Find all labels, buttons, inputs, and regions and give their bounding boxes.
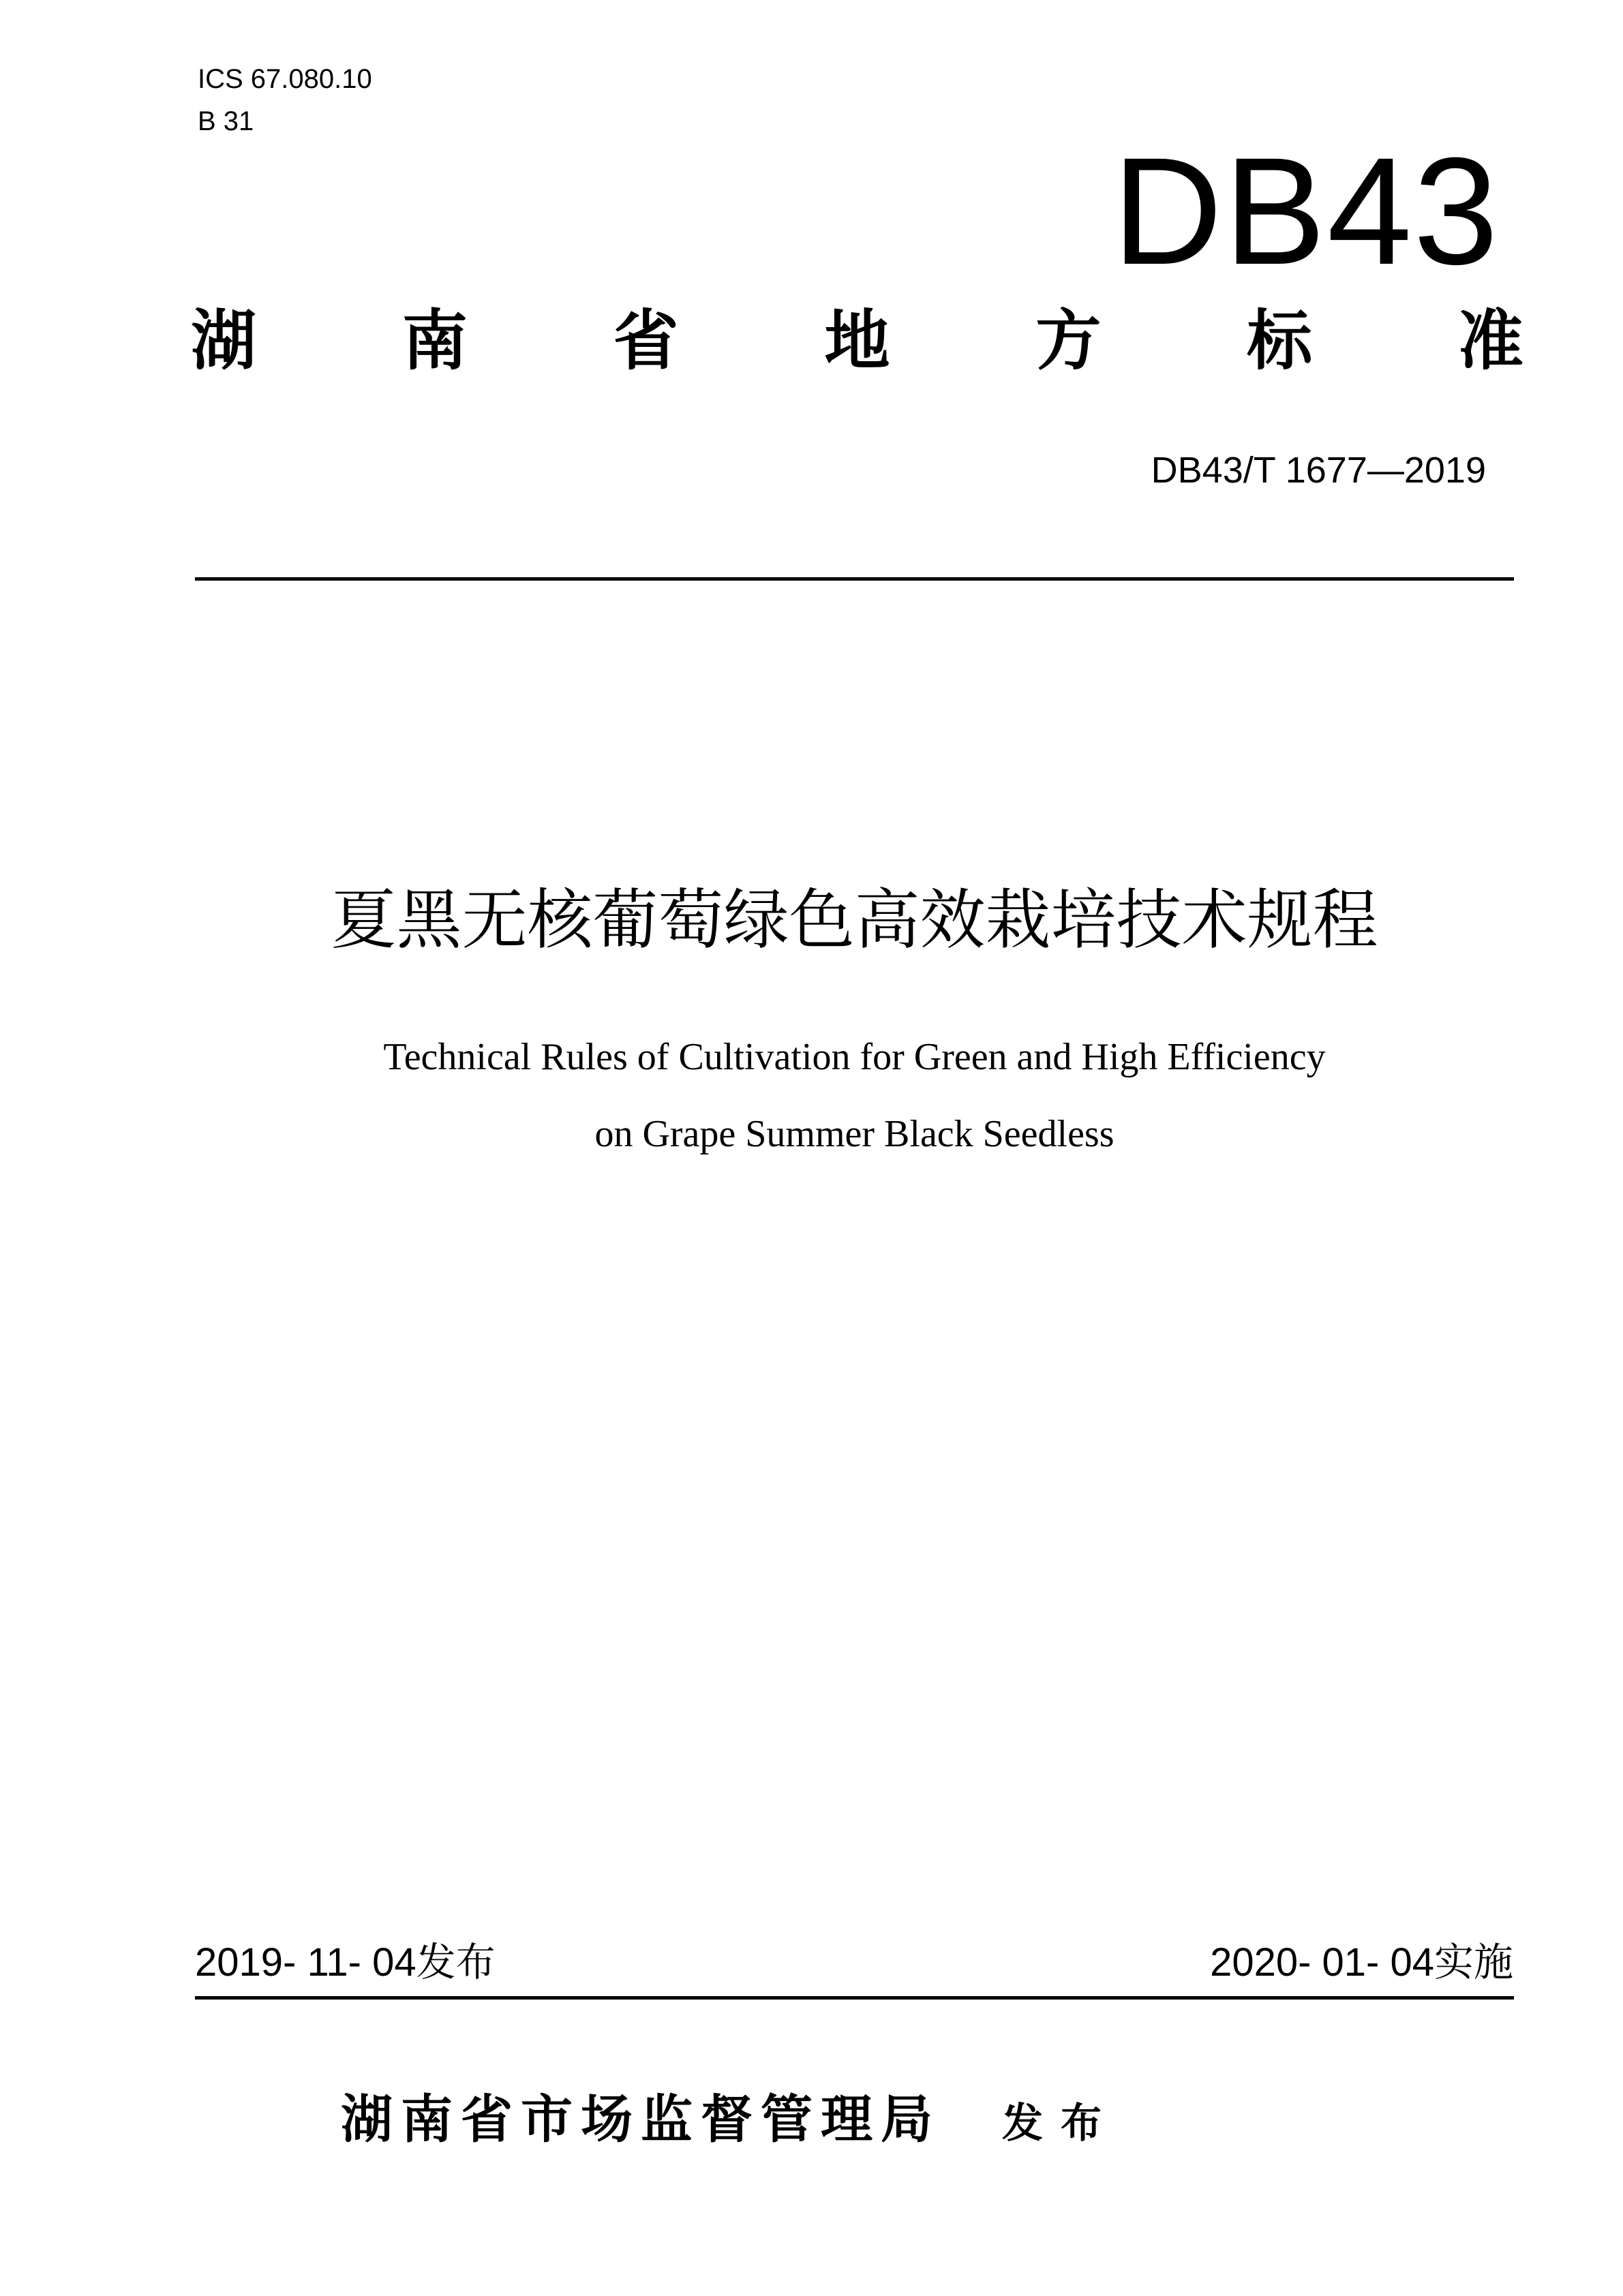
english-title-line-2: on Grape Summer Black Seedless (594, 1113, 1114, 1155)
publisher-name: 湖南省市场监督管理局 (341, 2089, 941, 2149)
standard-type-char: 标 (1247, 303, 1313, 379)
footer-divider (195, 1996, 1514, 2000)
header-divider (195, 577, 1514, 581)
standard-number: DB43/T 1677—2019 (1151, 450, 1486, 491)
standard-type-char: 南 (401, 303, 468, 379)
english-title-line-1: Technical Rules of Cultivation for Green and High Efficiency (383, 1036, 1326, 1078)
publisher-line (341, 2082, 1119, 2161)
db-mark: DB43 (1112, 126, 1500, 296)
standard-type-char: 方 (1035, 303, 1102, 379)
standard-type-char: 准 (1457, 303, 1523, 379)
document-title-english (195, 1019, 1514, 1173)
classification-code: B 31 (198, 106, 254, 136)
ics-code: ICS 67.080.10 (198, 64, 372, 94)
document-title-chinese: 夏黑无核葡萄绿色高效栽培技术规程 (331, 882, 1378, 958)
standard-type-char: 地 (824, 303, 890, 379)
issue-date: 2019- 11- 04发布 (195, 1940, 496, 1985)
standard-type-title (191, 300, 1523, 382)
standard-type-char: 省 (613, 303, 679, 379)
implementation-date: 2020- 01- 04实施 (1210, 1940, 1513, 1985)
publish-label: 发布 (1002, 2100, 1119, 2147)
standard-type-char: 湖 (191, 303, 256, 379)
